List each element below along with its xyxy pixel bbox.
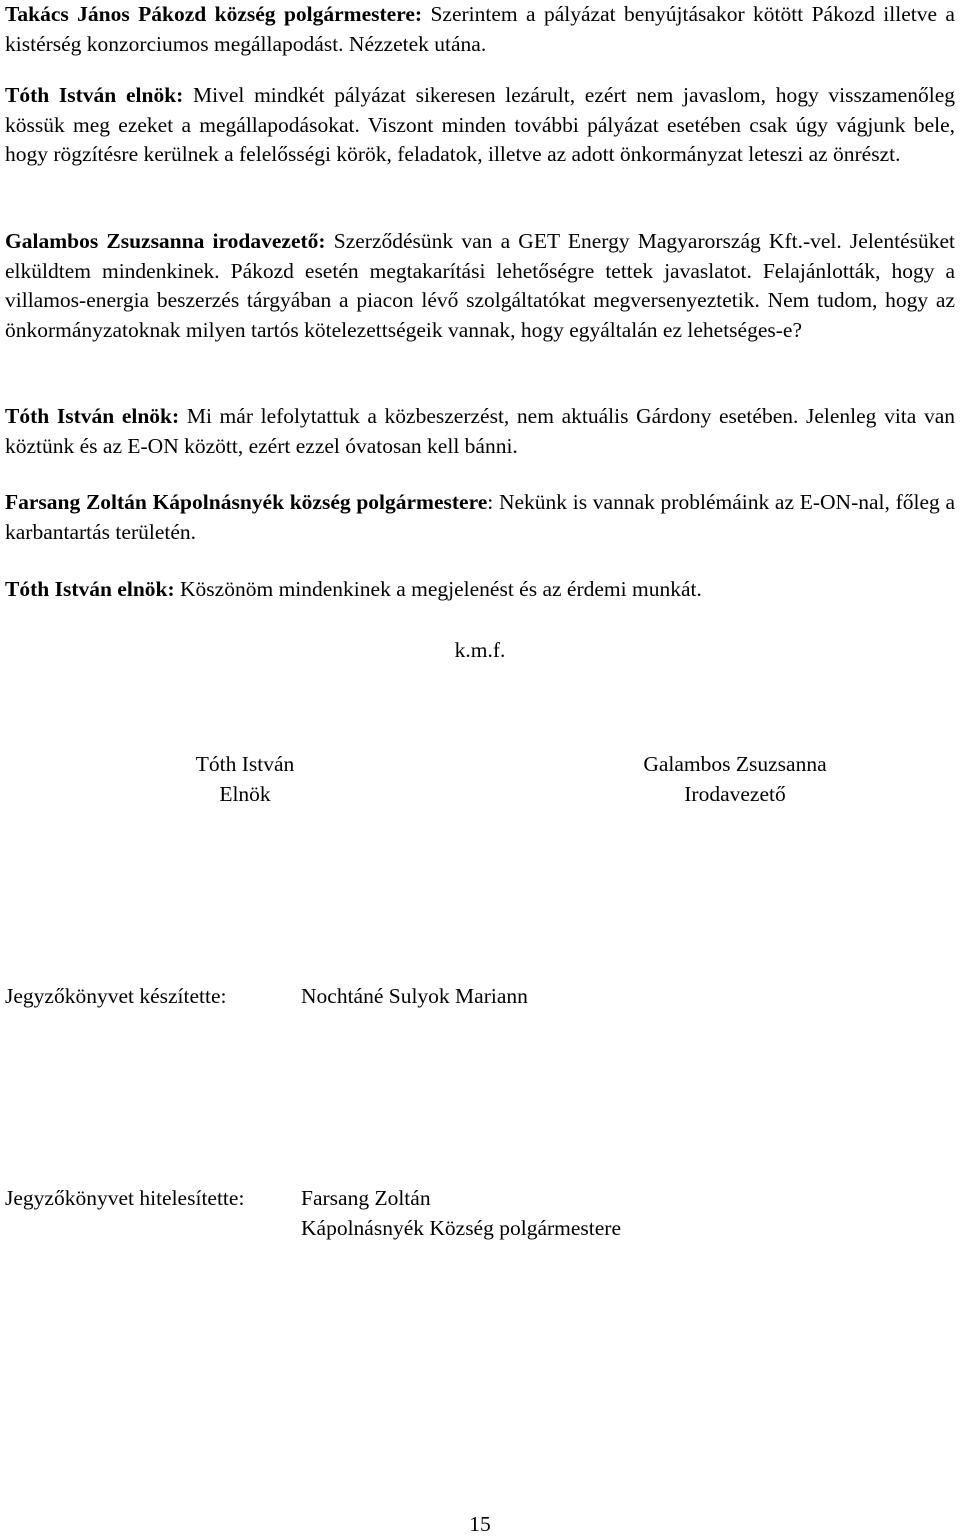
paragraph-toth-2 xyxy=(5,402,955,461)
paragraph-text: Szerintem a pályázat benyújtásakor kötött Pákozd illetve a kistérség konzorciumos megállapodást. Nézzetek utána. xyxy=(5,2,955,56)
paragraph-text: Mi már lefolytattuk a közbeszerzést, nem aktuális Gárdony esetében. Jelenleg vita van köztünk és az E-ON között, ezért ezzel óvatosan kell bánni. xyxy=(5,404,955,458)
speaker-name: Tóth István elnök: xyxy=(5,83,184,107)
speaker-name: Takács János Pákozd község polgármestere: xyxy=(5,2,423,26)
recorder-label: Jegyzőkönyvet készítette: xyxy=(5,984,227,1008)
paragraph-text: Mivel mindkét pályázat sikeresen lezárult, ezért nem javaslom, hogy visszamenőleg kössük meg ezeket a megállapodásokat. Viszont minden további pályázat esetében csak úgy vágjunk bele, hogy rögzítésre kerülnek a felelősségi körök, feladatok, illetve az adott önkormányzat leteszi az önrészt. xyxy=(5,83,955,166)
speaker-name: Tóth István elnök: xyxy=(5,577,175,601)
signer-title: Irodavezető xyxy=(684,781,786,806)
authenticator-details xyxy=(301,1184,621,1243)
paragraph-text: : Nekünk is vannak problémáink az E-ON-nal, főleg a karbantartás területén. xyxy=(5,490,955,544)
signer-name: Tóth István xyxy=(195,752,295,776)
paragraph-text: Szerződésünk van a GET Energy Magyarország Kft.-vel. Jelentésüket elküldtem mindenkinek. Pákozd esetén megtakarítási lehetőségre tettek javaslatot. Felajánlották, hogy a villamos-energia beszerzés tárgyában a piacon lévő szolgáltatókat megversenyeztetik. Nem tudom, hogy az önkormányzatoknak milyen tartós kötelezettségeik vannak, hogy egyáltalán ez lehetséges-e? xyxy=(5,229,956,342)
paragraph-toth-3 xyxy=(5,575,955,605)
signature-block-office-head xyxy=(590,750,880,809)
recorder-name: Nochtáné Sulyok Mariann xyxy=(301,984,528,1008)
paragraph-galambos xyxy=(5,227,955,345)
paragraph-farsang xyxy=(5,488,955,547)
paragraph-toth-1 xyxy=(5,81,955,170)
authenticator-label: Jegyzőkönyvet hitelesítette: xyxy=(5,1186,245,1210)
authenticator-title: Kápolnásnyék Község polgármestere xyxy=(301,1215,622,1240)
speaker-name: Tóth István elnök: xyxy=(5,404,180,428)
authenticator-name: Farsang Zoltán xyxy=(301,1186,431,1210)
closing-kmf: k.m.f. xyxy=(454,638,506,662)
signer-name: Galambos Zsuzsanna xyxy=(643,752,827,776)
signer-title: Elnök xyxy=(219,781,271,806)
paragraph-text: Köszönöm mindenkinek a megjelenést és az érdemi munkát. xyxy=(174,577,702,601)
speaker-name: Galambos Zsuzsanna irodavezető: xyxy=(5,229,326,253)
signature-block-chair xyxy=(120,750,370,809)
speaker-name: Farsang Zoltán Kápolnásnyék község polgármestere xyxy=(5,490,488,514)
paragraph-takacs xyxy=(5,0,955,59)
page-number: 15 xyxy=(469,1512,491,1536)
